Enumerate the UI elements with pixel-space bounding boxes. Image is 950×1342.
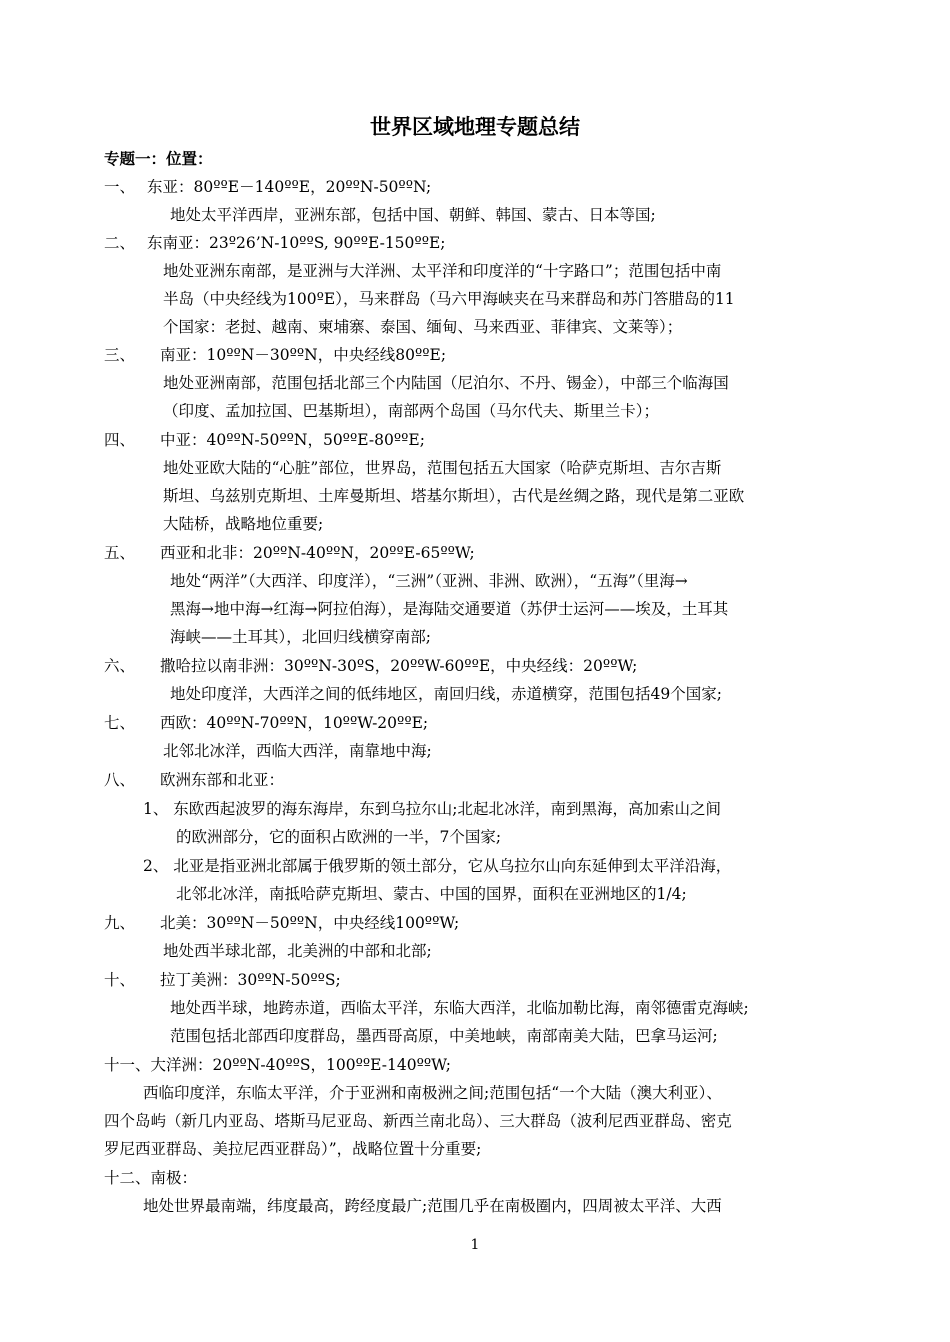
section-number: 七、: [104, 714, 136, 732]
section-number: 一、: [104, 178, 136, 196]
section-body-line: 罗尼西亚群岛、美拉尼西亚群岛）”，战略位置十分重要;: [104, 1140, 482, 1158]
section-head: 西欧：40ººN-70ººN，10ººW-20ººE;: [160, 714, 429, 732]
document-title: 世界区域地理专题总结: [370, 115, 580, 139]
section-number: 四、: [104, 431, 136, 449]
section-body-line: 地处印度洋，大西洋之间的低纬地区，南回归线，赤道横穿，范围包括49个国家;: [170, 685, 722, 703]
section-body-line: 的欧洲部分，它的面积占欧洲的一半，7个国家;: [176, 828, 502, 846]
section-body-line: 个国家：老挝、越南、柬埔寨、泰国、缅甸、马来西亚、菲律宾、文莱等）；: [163, 318, 683, 336]
section-head: 南亚：10ººN－30ººN，中央经线80ººE;: [160, 346, 447, 364]
section-body-line: 黑海→地中海→红海→阿拉伯海），是海陆交通要道（苏伊士运河——埃及，土耳其: [170, 600, 729, 618]
topic-heading: 专题一：位置：: [104, 150, 213, 168]
section-number: 九、: [104, 914, 136, 932]
section-number: 十、: [104, 971, 136, 989]
section-number: 六、: [104, 657, 136, 675]
section-body-line: 地处世界最南端，纬度最高，跨经度最广;范围几乎在南极圈内，四周被太平洋、大西: [143, 1197, 722, 1215]
section-body-line: 四个岛屿（新几内亚岛、塔斯马尼亚岛、新西兰南北岛）、三大群岛（波利尼西亚群岛、密克: [104, 1112, 732, 1130]
section-body-line: 大陆桥，战略地位重要;: [163, 515, 324, 533]
section-head: 北美：30ººN－50ººN，中央经线100ººW;: [160, 914, 460, 932]
section-head: 西亚和北非：20ººN-40ººN，20ººE-65ººW;: [160, 544, 475, 562]
section-head: 撒哈拉以南非洲：30ººN-30ºS，20ººW-60ººE，中央经线：20ººW;: [160, 657, 638, 675]
section-head: 拉丁美洲：30ººN-50ººS;: [160, 971, 341, 989]
section-head: 东亚：80ººE－140ººE，20ººN-50ººN;: [147, 178, 432, 196]
section-number: 二、: [104, 234, 136, 252]
section-body-line: 地处西半球北部，北美洲的中部和北部;: [163, 942, 432, 960]
section-body-line: 地处“两洋”（大西洋、印度洋），“三洲”（亚洲、非洲、欧洲），“五海”（里海→: [170, 572, 688, 590]
section-head: 十二、南极：: [104, 1169, 198, 1187]
section-body-line: 2、 北亚是指亚洲北部属于俄罗斯的领土部分，它从乌拉尔山向东延伸到太平洋沿海，: [143, 857, 732, 875]
section-number: 五、: [104, 544, 136, 562]
section-body-line: 范围包括北部西印度群岛，墨西哥高原，中美地峡，南部南美大陆，巴拿马运河;: [170, 1027, 718, 1045]
section-body-line: 西临印度洋，东临太平洋，介于亚洲和南极洲之间;范围包括“一个大陆（澳大利亚）、: [143, 1084, 722, 1102]
page-number: 1: [470, 1237, 480, 1253]
section-body-line: 半岛（中央经线为100ºE），马来群岛（马六甲海峡夹在马来群岛和苏门答腊岛的11: [163, 290, 735, 308]
section-head: 十一、大洋洲：20ººN-40ººS，100ººE-140ººW;: [104, 1056, 451, 1074]
section-body-line: 地处亚洲东南部，是亚洲与大洋洲、太平洋和印度洋的“十字路口”；范围包括中南: [163, 262, 722, 280]
section-body-line: 地处亚洲南部，范围包括北部三个内陆国（尼泊尔、不丹、锡金），中部三个临海国: [163, 374, 729, 392]
section-head: 中亚：40ººN-50ººN，50ººE-80ººE;: [160, 431, 425, 449]
section-number: 三、: [104, 346, 136, 364]
section-head: 欧洲东部和北亚：: [160, 771, 285, 789]
section-body-line: 海峡——土耳其），北回归线横穿南部;: [170, 628, 431, 646]
section-body-line: 1、 东欧西起波罗的海东海岸，东到乌拉尔山;北起北冰洋，南到黑海，高加索山之间: [143, 800, 722, 818]
section-body-line: 北邻北冰洋，南抵哈萨克斯坦、蒙古、中国的国界，面积在亚洲地区的1/4;: [176, 885, 687, 903]
section-body-line: 斯坦、乌兹别克斯坦、土库曼斯坦、塔基尔斯坦），古代是丝绸之路，现代是第二亚欧: [163, 487, 745, 505]
section-body-line: 地处亚欧大陆的“心脏”部位，世界岛，范围包括五大国家（哈萨克斯坦、吉尔吉斯: [163, 459, 722, 477]
section-body-line: 地处太平洋西岸，亚洲东部，包括中国、朝鲜、韩国、蒙古、日本等国;: [170, 206, 656, 224]
section-body-line: （印度、孟加拉国、巴基斯坦），南部两个岛国（马尔代夫、斯里兰卡）；: [163, 402, 660, 420]
section-body-line: 地处西半球，地跨赤道，西临太平洋，东临大西洋，北临加勒比海，南邻德雷克海峡;: [170, 999, 749, 1017]
section-head: 东南亚：23º26’N-10ººS, 90ººE-150ººE;: [147, 234, 446, 252]
section-body-line: 北邻北冰洋，西临大西洋，南靠地中海;: [163, 742, 432, 760]
section-number: 八、: [104, 771, 136, 789]
